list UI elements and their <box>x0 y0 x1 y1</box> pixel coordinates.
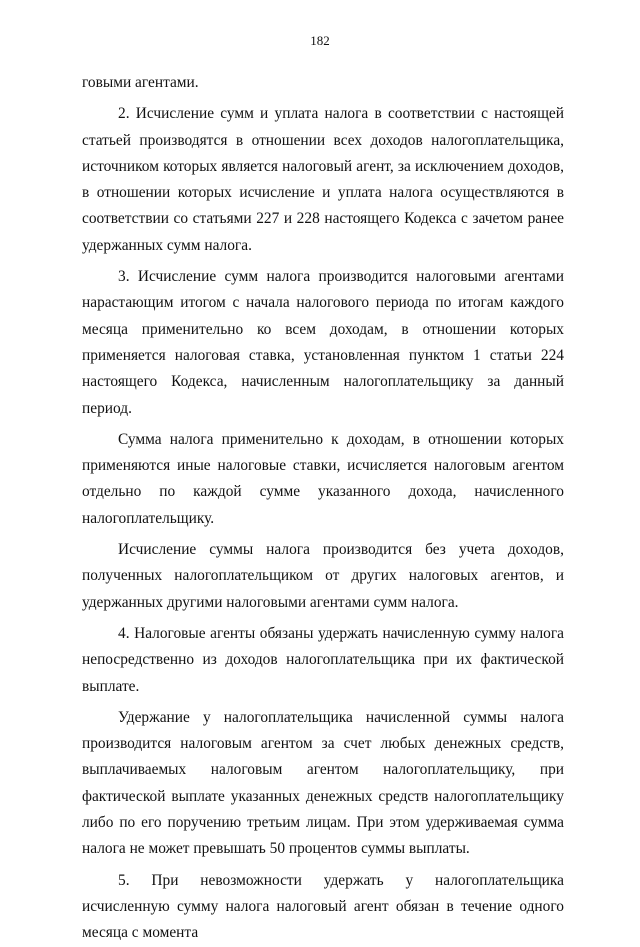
paragraph-item-3: 3. Исчисление сумм налога производится налоговыми агентами нарастающим итогом с начала налогового периода по итогам каждого месяца применительно ко всем доходам, в отношении которых применяется налоговая ставка, установленная пунктом 1 статьи 224 настоящего Кодекса, начисленным налогоплательщику за данный период. <box>82 268 564 417</box>
paragraph-item-2: 2. Исчисление сумм и уплата налога в соответствии с настоящей статьей производятся в отношении всех доходов налогоплательщика, источником которых является налоговый агент, за исключением доходов, в отношении которых исчисление и уплата налога осуществляются в соответствии со статьями 227 и 228 настоящего Кодекса с зачетом ранее удержанных сумм налога. <box>82 105 564 254</box>
paragraph-withholding: Удержание у налогоплательщика начисленной суммы налога производится налоговым агентом за счет любых денежных средств, выплачиваемых налоговым агентом налогоплательщику, при фактической выплате указанных денежных средств налогоплательщику либо по его поручению третьим лицам. При этом удерживаемая сумма налога не может превышать 50 процентов суммы выплаты. <box>82 708 564 858</box>
paragraph-item-5: 5. При невозможности удержать у налогоплательщика исчисленную сумму налога налоговый агент обязан в течение одного месяца с момента <box>82 871 564 942</box>
document-body <box>82 70 564 947</box>
paragraph-tax-amount-other-rates: Сумма налога применительно к доходам, в отношении которых применяются иные налоговые ставки, исчисляется налоговым агентом отдельно по каждой сумме указанного дохода, начисленного налогоплательщику. <box>82 430 564 527</box>
paragraph-item-4: 4. Налоговые агенты обязаны удержать начисленную сумму налога непосредственно из доходов налогоплательщика при их фактической выплате. <box>82 624 564 695</box>
paragraph-continuation: говыми агентами. <box>82 74 199 91</box>
page-number: 182 <box>310 33 330 48</box>
paragraph-tax-calculation: Исчисление суммы налога производится без учета доходов, полученных налогоплательщиком от других налоговых агентов, и удержанных другими налоговыми агентами сумм налога. <box>82 541 564 611</box>
